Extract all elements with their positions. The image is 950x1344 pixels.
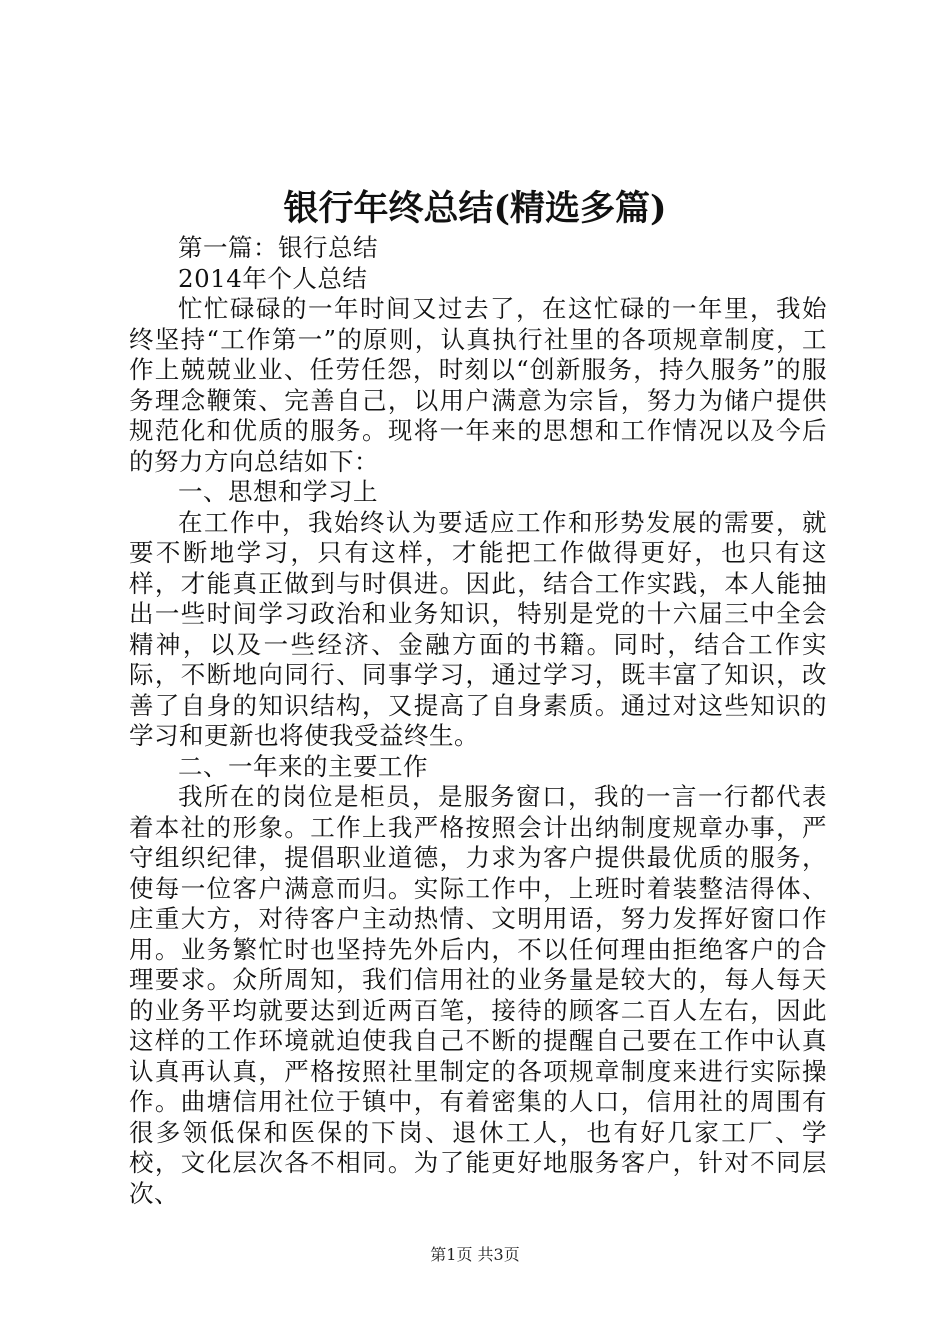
section-heading-year-summary: 2014年个人总结: [178, 263, 368, 293]
paragraph-main-work: 我所在的岗位是柜员，是服务窗口，我的一言一行都代表着本社的形象。工作上我严格按照会计出纳制度规章办事，严守组织纪律，提倡职业道德，力求为客户提供最优质的服务，使每一位客户满意而归。实际工作中，上班时着装整洁得体、庄重大方，对待客户主动热情、文明用语，努力发挥好窗口作用。业务繁忙时也坚持先外后内，不以任何理由拒绝客户的合理要求。众所周知，我们信用社的业务量是较大的，每人每天的业务平均就要达到近两百笔，接待的顾客二百人左右，因此这样的工作环境就迫使我自己不断的提醒自己要在工作中认真认真再认真，严格按照社里制定的各项规章制度来进行实际操作。曲塘信用社位于镇中，有着密集的人口，信用社的周围有很多领低保和医保的下岗、退休工人，也有好几家工厂、学校，文化层次各不相同。为了能更好地服务客户，针对不同层次、: [129, 782, 827, 1208]
section-heading-chapter-one: 第一篇：银行总结: [178, 233, 378, 262]
section-heading-thinking-learning: 一、思想和学习上: [178, 477, 378, 506]
paragraph-intro: 忙忙碌碌的一年时间又过去了，在这忙碌的一年里，我始终坚持“工作第一”的原则，认真执行社里的各项规章制度，工作上兢兢业业、任劳任怨，时刻以“创新服务，持久服务”的服务理念鞭策、完善自己，以用户满意为宗旨，努力为储户提供规范化和优质的服务。现将一年来的思想和工作情况以及今后的努力方向总结如下：: [129, 294, 827, 476]
page-footer: 第1页 共3页: [430, 1245, 520, 1264]
section-heading-main-work: 二、一年来的主要工作: [178, 751, 428, 781]
document-body: [129, 233, 827, 1208]
paragraph-thinking-learning: 在工作中，我始终认为要适应工作和形势发展的需要，就要不断地学习，只有这样，才能把工作做得更好，也只有这样，才能真正做到与时俱进。因此，结合工作实践，本人能抽出一些时间学习政治和业务知识，特别是党的十六届三中全会精神，以及一些经济、金融方面的书籍。同时，结合工作实际，不断地向同行、同事学习，通过学习，既丰富了知识，改善了自身的知识结构，又提高了自身素质。通过对这些知识的学习和更新也将使我受益终生。: [129, 507, 827, 750]
document-title: 银行年终总结(精选多篇): [283, 188, 667, 229]
